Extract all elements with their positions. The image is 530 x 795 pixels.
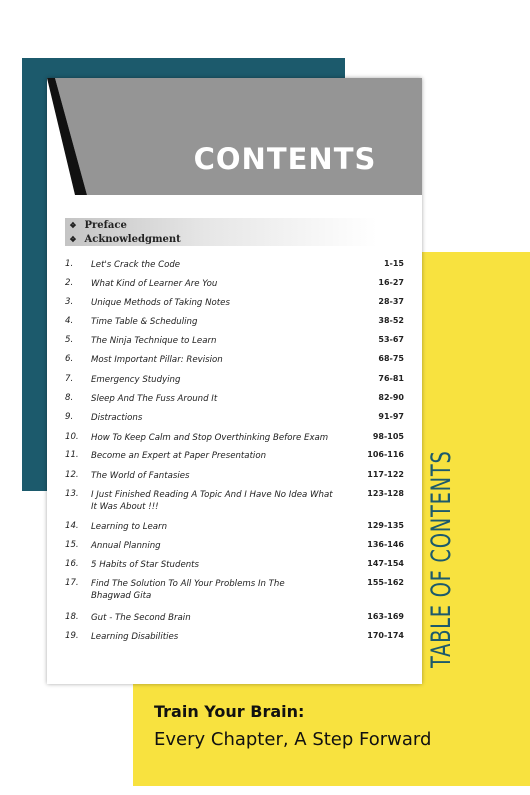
page-range: 117-122 [367, 470, 404, 479]
preface-label: Preface [84, 220, 127, 231]
tagline-subheading: Every Chapter, A Step Forward [154, 729, 432, 750]
chapter-title: The Ninja Technique to Learn [91, 336, 217, 346]
chapter-number: 16. [65, 559, 79, 569]
chapter-title: The World of Fantasies [91, 471, 190, 481]
chapter-title: Most Important Pillar: Revision [91, 355, 223, 365]
page-range: 163-169 [367, 612, 404, 621]
page-range: 147-154 [367, 559, 404, 568]
chapter-number: 1. [65, 259, 74, 269]
chapter-number: 12. [65, 470, 79, 480]
page-range: 68-75 [378, 354, 404, 363]
chapter-title: Unique Methods of Taking Notes [91, 298, 230, 308]
chapter-title: What Kind of Learner Are You [91, 279, 218, 289]
chapter-title: Find The Solution To All Your Problems In The Bhagwad Gita [91, 579, 285, 601]
page-title: CONTENTS [193, 142, 377, 176]
page-range: 136-146 [367, 540, 404, 549]
chapter-number: 7. [65, 374, 74, 384]
page-range: 53-67 [378, 335, 404, 344]
acknowledgment-entry [65, 232, 377, 246]
page-range: 106-116 [367, 450, 404, 459]
chapter-number: 4. [65, 316, 74, 326]
side-label: TABLE OF CONTENTS [426, 450, 457, 668]
page-range: 98-105 [372, 432, 404, 441]
acknowledgment-label: Acknowledgment [84, 234, 181, 245]
chapter-number: 18. [65, 612, 79, 622]
chapter-title: Sleep And The Fuss Around It [91, 394, 218, 404]
page-range: 76-81 [378, 374, 404, 383]
page-range: 129-135 [367, 521, 404, 530]
page-range: 170-174 [367, 631, 404, 640]
chapter-number: 19. [65, 631, 79, 641]
header-shape [47, 78, 422, 195]
diamond-bullet-icon: ❖ [69, 234, 77, 244]
contents-page [47, 78, 422, 684]
chapter-title: How To Keep Calm and Stop Overthinking Before Exam [91, 433, 329, 443]
chapter-number: 15. [65, 540, 79, 550]
chapter-title: I Just Finished Reading A Topic And I Have No Idea What It Was About !!! [91, 490, 333, 512]
chapter-title: Let's Crack the Code [91, 260, 181, 270]
chapter-title: Learning to Learn [91, 522, 168, 532]
diamond-bullet-icon: ❖ [69, 220, 77, 230]
chapter-title: Gut - The Second Brain [91, 613, 191, 623]
chapter-number: 8. [65, 393, 74, 403]
header-band [47, 78, 422, 195]
page-range: 16-27 [378, 278, 404, 287]
tagline-heading: Train Your Brain: [154, 702, 305, 721]
page-range: 28-37 [378, 297, 404, 306]
page-range: 1-15 [383, 259, 404, 268]
page-range: 38-52 [378, 316, 404, 325]
chapter-number: 2. [65, 278, 74, 288]
page-range: 91-97 [378, 412, 404, 421]
chapter-number: 6. [65, 354, 74, 364]
chapter-number: 3. [65, 297, 74, 307]
chapter-number: 9. [65, 412, 74, 422]
chapter-number: 14. [65, 521, 79, 531]
chapter-number: 10. [65, 432, 79, 442]
chapter-title: Distractions [91, 413, 143, 423]
chapter-title: 5 Habits of Star Students [91, 560, 200, 570]
chapter-number: 17. [65, 578, 79, 588]
chapter-number: 5. [65, 335, 74, 345]
page-range: 82-90 [378, 393, 404, 402]
chapter-title: Annual Planning [91, 541, 161, 551]
chapter-title: Learning Disabilities [91, 632, 179, 642]
preface-entry [65, 218, 377, 232]
chapter-number: 13. [65, 489, 79, 499]
chapter-number: 11. [65, 450, 79, 460]
page-range: 123-128 [367, 489, 404, 498]
page-range: 155-162 [367, 578, 404, 587]
chapter-title: Emergency Studying [91, 375, 181, 385]
chapter-title: Become an Expert at Paper Presentation [91, 451, 267, 461]
chapter-title: Time Table & Scheduling [91, 317, 198, 327]
